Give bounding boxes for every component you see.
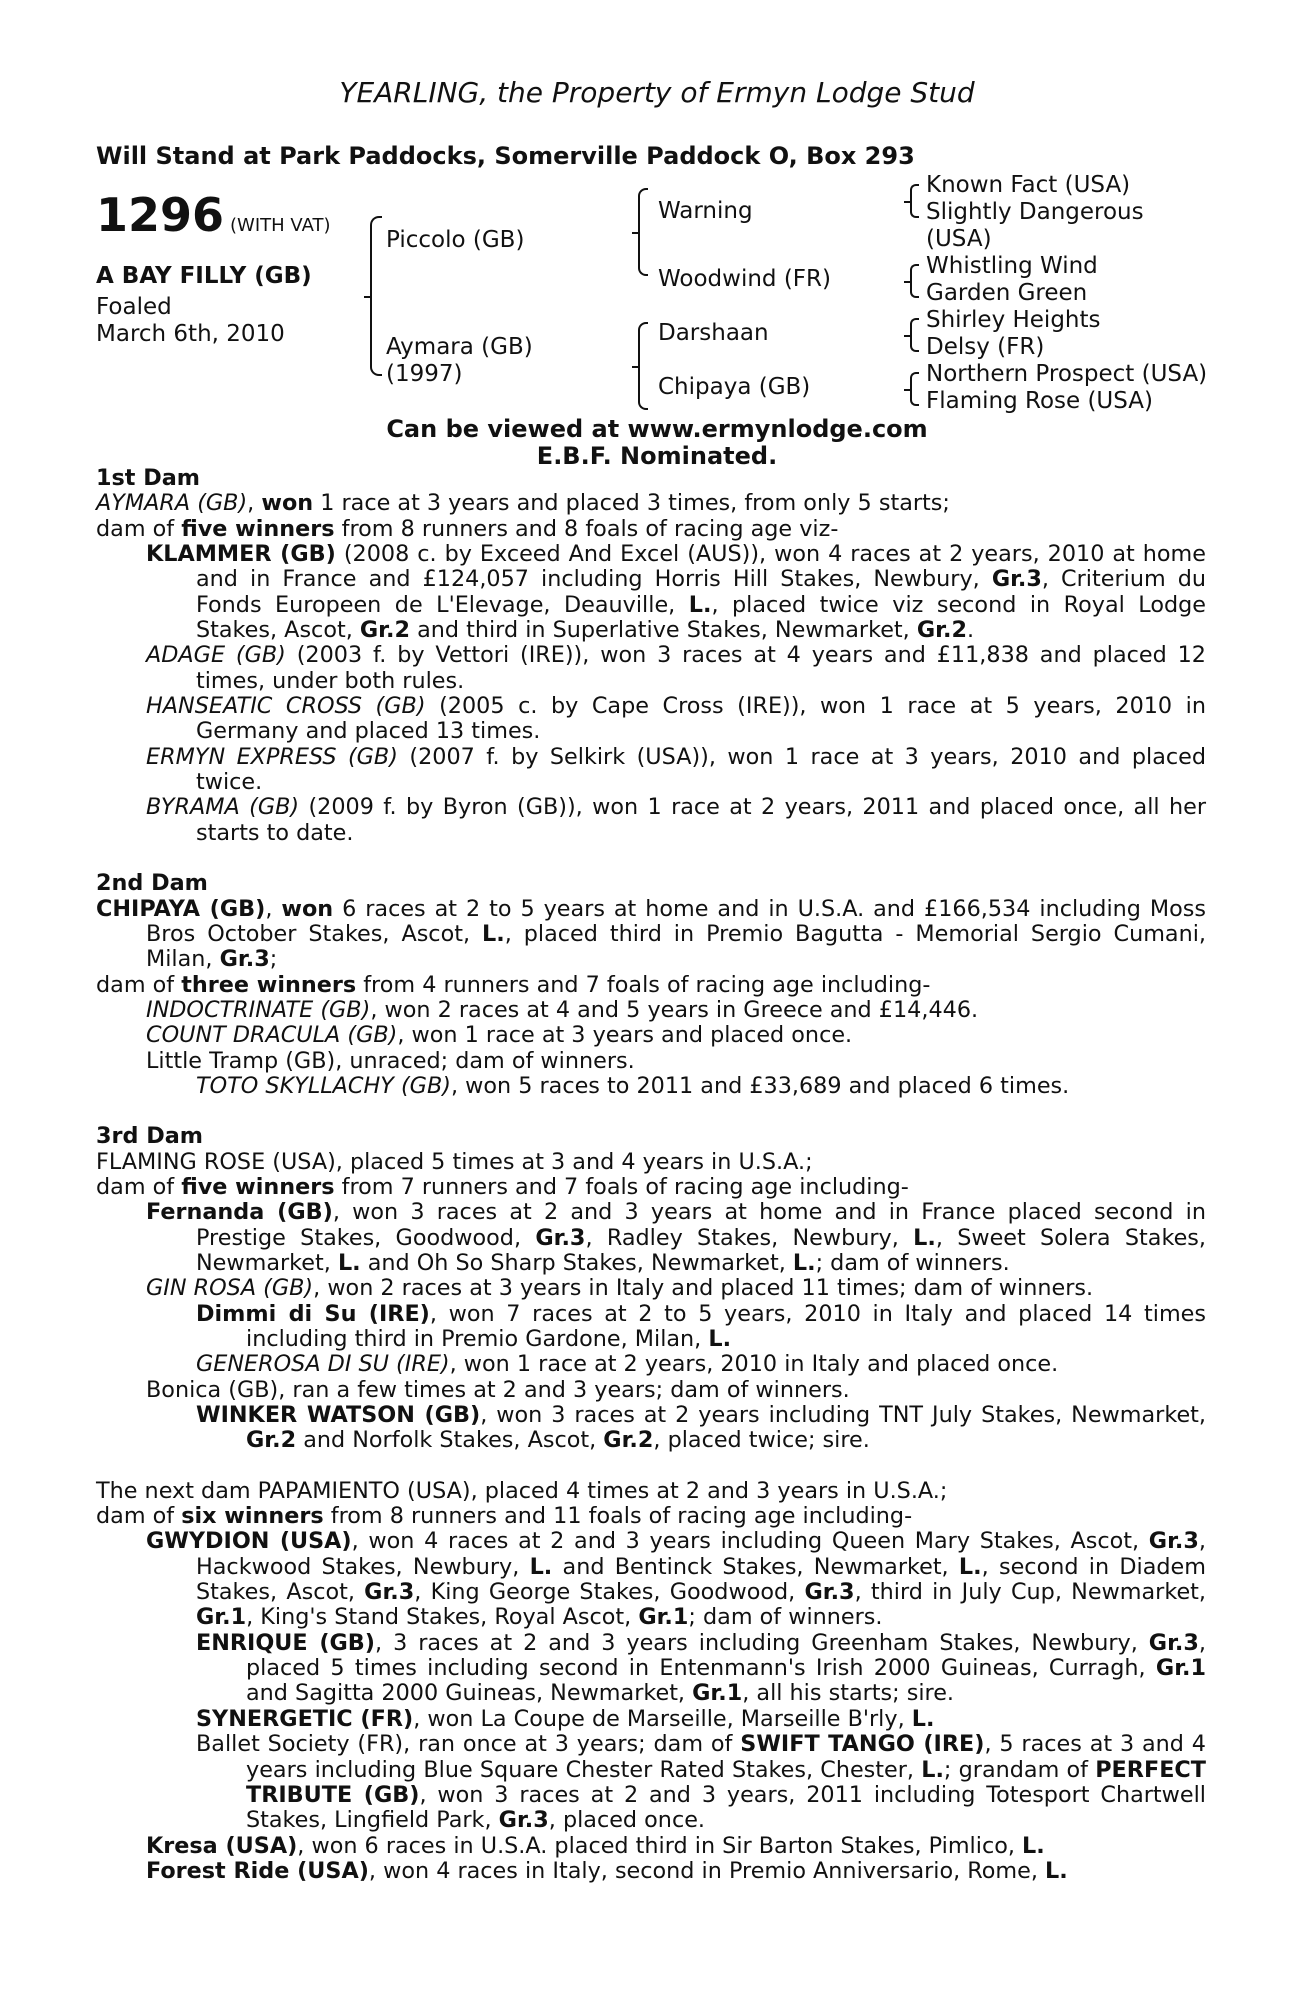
grade: Gr.3	[535, 1224, 586, 1251]
text: from 8 runners and 11 foals of racing age including-	[323, 1503, 913, 1530]
list-item	[96, 1707, 1206, 1732]
record-text: , won 4 races in Italy, second in Premio Anniversario, Rome,	[368, 1857, 1046, 1884]
record-text: 1 race at 3 years and placed 3 times, from only 5 starts;	[313, 490, 950, 517]
list-item: Bonica (GB), ran a few times at 2 and 3 years; dam of winners.	[146, 1376, 850, 1403]
record-text: (2008 c. by Exceed And Excel (AUS)), won 4 races at 2 years, 2010 at home and in France and £124,057 including Horris Hill Stakes, Newbury,	[196, 541, 1206, 593]
list-item	[96, 1200, 1206, 1276]
list-item	[96, 1834, 1206, 1859]
record-text: .	[966, 617, 975, 644]
second-dam-produce	[96, 973, 1206, 998]
grade: Gr.1	[1155, 1655, 1206, 1682]
pedigree-dam-year: (1997)	[386, 361, 463, 387]
horse-name: Dimmi di Su (IRE)	[196, 1300, 430, 1327]
grade: Gr.1	[692, 1680, 743, 1707]
list-item	[96, 1352, 1206, 1377]
lot-number-block	[96, 188, 331, 242]
record-text: , all his starts; sire.	[742, 1680, 955, 1707]
grade: L.	[921, 1756, 944, 1783]
list-item	[96, 745, 1206, 796]
text: from 8 runners and 8 foals of racing age viz-	[334, 515, 839, 542]
first-dam-produce	[96, 517, 1206, 542]
record-text: and Sagitta 2000 Guineas, Newmarket,	[246, 1680, 693, 1707]
record-text: (2007 f. by Selkirk (USA)), won 1 race at 3 years, 2010 and placed twice.	[196, 743, 1206, 796]
text: from 4 runners and 7 foals of racing age including-	[356, 971, 931, 998]
record-text: , won 3 races at 2 and 3 years, 2011 including Totesport Chartwell Stakes, Lingfield Park,	[246, 1781, 1207, 1834]
record-text: , third in July Cup, Newmarket,	[854, 1579, 1206, 1606]
pedigree-brace-sire	[638, 188, 648, 276]
record-text: , Criterium du Fonds Europeen de L'Elevage, Deauville,	[196, 566, 1207, 618]
record-text: and Oh So Sharp Stakes, Newmarket,	[360, 1249, 793, 1276]
record-text: , won 3 races at 2 years including TNT July Stakes, Newmarket,	[480, 1402, 1206, 1429]
pedigree-ggp-2: Slightly Dangerous	[926, 199, 1144, 225]
horse-name: Fernanda (GB)	[146, 1199, 333, 1226]
pedigree-ggp-2b: (USA)	[926, 226, 992, 252]
foaled-label: Foaled	[96, 294, 172, 320]
record-text: Ballet Society (FR), ran once at 3 years; dam of	[196, 1731, 741, 1758]
grade: Gr.2	[359, 617, 410, 644]
third-dam-heading: 3rd Dam	[96, 1123, 204, 1150]
horse-name: Forest Ride (USA)	[146, 1857, 369, 1884]
list-item	[96, 1403, 1206, 1454]
pedigree-ggp-3: Whistling Wind	[926, 253, 1098, 279]
pedigree-sire: Piccolo (GB)	[386, 227, 525, 253]
list-item	[96, 1276, 1206, 1301]
pedigree-ggp-7: Northern Prospect (USA)	[926, 361, 1208, 387]
grade: L.	[1022, 1832, 1045, 1859]
list-item	[96, 694, 1206, 745]
list-item	[96, 1023, 1206, 1048]
list-item	[96, 542, 1206, 643]
viewing-notice: Can be viewed at www.ermynlodge.com	[386, 415, 928, 443]
record-text: , second in Diadem Stakes, Ascot,	[196, 1553, 1206, 1606]
list-item	[96, 998, 1206, 1023]
horse-name: ADAGE (GB)	[146, 642, 286, 669]
record-text: , King's Stand Stakes, Royal Ascot,	[246, 1604, 639, 1631]
lot-description: A BAY FILLY (GB)	[96, 263, 312, 289]
grade: Gr.3	[498, 1807, 549, 1834]
record-text: , won 6 races in U.S.A. placed third in Sir Barton Stakes, Pimlico,	[297, 1832, 1023, 1859]
pedigree-dam-dam: Chipaya (GB)	[658, 374, 811, 400]
pedigree-brace-darshaan	[910, 318, 919, 352]
pedigree-dam: Aymara (GB)	[386, 334, 533, 360]
vat-note: (WITH VAT)	[230, 215, 331, 236]
horse-name: ENRIQUE (GB)	[196, 1629, 375, 1656]
list-item	[96, 1074, 1206, 1099]
record-text: , won 2 races at 3 years in Italy and placed 11 times; dam of winners.	[313, 1275, 1094, 1302]
horse-name: WINKER WATSON (GB)	[196, 1402, 481, 1429]
pedigree-brace-warning	[910, 184, 919, 218]
grade: L.	[337, 1249, 361, 1276]
grade: Gr.2	[603, 1427, 654, 1454]
third-dam-record: FLAMING ROSE (USA), placed 5 times at 3 and 4 years in U.S.A.;	[96, 1148, 813, 1175]
record-text: , won 1 race at 3 years and placed once.	[397, 1022, 853, 1049]
list-item	[96, 1732, 1206, 1833]
horse-name: GIN ROSA (GB)	[146, 1275, 314, 1302]
text: dam of	[96, 1503, 182, 1530]
second-dam-heading: 2nd Dam	[96, 870, 208, 897]
horse-name: ERMYN EXPRESS (GB)	[146, 743, 398, 770]
record-text: , 5 races at 3 and 4 years including Blue Square Chester Rated Stakes, Chester,	[246, 1731, 1206, 1783]
record-text: , placed twice; sire.	[653, 1427, 870, 1454]
grade: L.	[688, 591, 712, 618]
horse-name: CHIPAYA (GB)	[96, 895, 266, 922]
record-text: , 3 races at 2 and 3 years including Greenham Stakes, Newbury,	[375, 1629, 1149, 1656]
record-text: , placed third in Premio Bagutta - Memorial Sergio Cumani, Milan,	[146, 920, 1207, 973]
pedigree-brace-main	[370, 216, 382, 376]
grade: L.	[913, 1224, 936, 1251]
text: dam of	[96, 971, 182, 998]
record-text: and Norfolk Stakes, Ascot,	[296, 1427, 604, 1454]
record-text: (2005 c. by Cape Cross (IRE)), won 1 race at 5 years, 2010 in Germany and placed 13 times.	[196, 693, 1206, 745]
record-text: and Bentinck Stakes, Newmarket,	[552, 1553, 959, 1580]
list-item	[96, 1529, 1206, 1630]
pedigree-brace-chipaya	[910, 372, 919, 406]
grade: L.	[1045, 1857, 1068, 1884]
winners-count: three winners	[181, 971, 357, 998]
first-dam-heading: 1st Dam	[96, 465, 200, 491]
record-text: , placed twice viz second in Royal Lodge Stakes, Ascot,	[196, 591, 1206, 644]
won-label: won	[281, 895, 334, 922]
grade: Gr.3	[364, 1579, 415, 1606]
grade: L.	[792, 1249, 816, 1276]
text: dam of	[96, 1173, 182, 1200]
list-item	[96, 1302, 1206, 1353]
record-text: , Sweet Solera Stakes, Newmarket,	[196, 1224, 1206, 1276]
record-text: , Hackwood Stakes, Newbury,	[196, 1528, 1206, 1580]
horse-name: AYMARA (GB)	[96, 490, 248, 517]
pedigree-ggp-6: Delsy (FR)	[926, 334, 1045, 360]
record-text: , placed once.	[548, 1807, 706, 1834]
horse-name: INDOCTRINATE (GB)	[146, 996, 371, 1023]
second-dam-record	[96, 897, 1206, 973]
grade: Gr.3	[1148, 1528, 1199, 1555]
pedigree-ggp-8: Flaming Rose (USA)	[926, 388, 1154, 414]
record-text: , won 5 races to 2011 and £33,689 and placed 6 times.	[450, 1072, 1070, 1099]
record-text: , placed 5 times including second in Entenmann's Irish 2000 Guineas, Curragh,	[246, 1629, 1206, 1682]
horse-name: KLAMMER (GB)	[146, 541, 336, 568]
list-item	[96, 643, 1206, 694]
record-text: , King George Stakes, Goodwood,	[414, 1579, 805, 1606]
winners-count: five winners	[181, 515, 335, 542]
produce-record	[96, 466, 1206, 1884]
grade: Gr.3	[991, 566, 1042, 593]
record-text: ; dam of winners.	[815, 1249, 1010, 1276]
ebf-notice: E.B.F. Nominated.	[536, 442, 778, 470]
text: dam of	[96, 515, 182, 542]
horse-name: BYRAMA (GB)	[146, 794, 300, 821]
record-text: ;	[269, 946, 278, 973]
horse-name: Kresa (USA)	[146, 1832, 298, 1859]
pedigree-brace-woodwind	[910, 264, 919, 298]
foaled-date: March 6th, 2010	[96, 321, 285, 347]
pedigree-sire-dam: Woodwind (FR)	[658, 266, 831, 292]
pedigree-ggp-5: Shirley Heights	[926, 307, 1101, 333]
won-label: won	[261, 490, 314, 517]
grade: Gr.1	[196, 1604, 247, 1631]
first-dam-record: AYMARA (GB), won 1 race at 3 years and placed 3 times, from only 5 starts;	[96, 490, 950, 517]
grade: Gr.2	[246, 1427, 297, 1454]
record-text: , won 1 race at 2 years, 2010 in Italy and placed once.	[449, 1351, 1059, 1378]
record-text: 6 races at 2 to 5 years at home and in U.S.A. and £166,534 including Moss Bros October Stakes, Ascot,	[146, 895, 1206, 947]
pedigree-sire-sire: Warning	[658, 198, 753, 224]
record-text: (2009 f. by Byron (GB)), won 1 race at 2 years, 2011 and placed once, all her starts to date.	[196, 794, 1206, 846]
winners-count: six winners	[181, 1503, 324, 1530]
record-text: ; grandam of	[943, 1756, 1096, 1783]
stand-info: Will Stand at Park Paddocks, Somerville Paddock O, Box 293	[96, 142, 915, 170]
pedigree-ggp-4: Garden Green	[926, 280, 1088, 306]
text: ,	[265, 895, 282, 922]
pedigree-ggp-1: Known Fact (USA)	[926, 172, 1131, 198]
horse-name: PERFECT TRIBUTE (GB)	[246, 1756, 1206, 1808]
horse-name: COUNT DRACULA (GB)	[146, 1022, 398, 1049]
horse-name: TOTO SKYLLACHY (GB)	[196, 1072, 451, 1099]
grade: Gr.3	[804, 1579, 855, 1606]
record-text: ; dam of winners.	[688, 1604, 883, 1631]
winners-count: five winners	[181, 1173, 335, 1200]
horse-name: HANSEATIC CROSS (GB)	[146, 693, 426, 720]
grade: Gr.3	[1148, 1629, 1199, 1656]
horse-name: SWIFT TANGO (IRE)	[740, 1731, 985, 1758]
catalogue-heading: YEARLING, the Property of Ermyn Lodge Stud	[339, 76, 975, 109]
horse-name: GWYDION (USA)	[146, 1528, 352, 1555]
horse-name: SYNERGETIC (FR)	[196, 1705, 414, 1732]
grade: L.	[911, 1705, 935, 1732]
pedigree-dam-sire: Darshaan	[658, 320, 769, 346]
third-dam-produce	[96, 1175, 1206, 1200]
grade: Gr.3	[219, 946, 270, 973]
record-text: , won 3 races at 2 and 3 years at home and in France placed second in Prestige Stakes, Goodwood,	[196, 1199, 1206, 1251]
list-item	[96, 1859, 1206, 1884]
record-text: and third in Superlative Stakes, Newmarket,	[409, 617, 917, 644]
list-item: Little Tramp (GB), unraced; dam of winners.	[146, 1047, 635, 1074]
record-text: , won La Coupe de Marseille, Marseille B'rly,	[413, 1705, 912, 1732]
record-text: , won 2 races at 4 and 5 years in Greece and £14,446.	[370, 996, 979, 1023]
record-text: (2003 f. by Vettori (IRE)), won 3 races at 4 years and £11,838 and placed 12 times, under both rules.	[196, 642, 1206, 694]
next-dam-produce	[96, 1504, 1206, 1529]
grade: Gr.1	[638, 1604, 689, 1631]
pedigree-brace-dam	[638, 322, 648, 410]
list-item	[96, 1631, 1206, 1707]
record-text: , Radley Stakes, Newbury,	[585, 1224, 914, 1251]
lot-number: 1296	[96, 188, 225, 242]
record-text: , won 4 races at 2 and 3 years including Queen Mary Stakes, Ascot,	[351, 1528, 1149, 1555]
next-dam-record: The next dam PAPAMIENTO (USA), placed 4 times at 2 and 3 years in U.S.A.;	[96, 1477, 948, 1504]
record-text: , won 7 races at 2 to 5 years, 2010 in Italy and placed 14 times including third in Premio Gardone, Milan,	[246, 1300, 1206, 1352]
grade: L.	[708, 1326, 732, 1352]
text: from 7 runners and 7 foals of racing age including-	[334, 1173, 909, 1200]
grade: L.	[529, 1553, 553, 1580]
grade: L.	[958, 1553, 982, 1580]
list-item	[96, 795, 1206, 846]
grade: Gr.2	[916, 617, 967, 644]
grade: L.	[482, 920, 505, 947]
horse-name: GENEROSA DI SU (IRE)	[196, 1351, 450, 1378]
